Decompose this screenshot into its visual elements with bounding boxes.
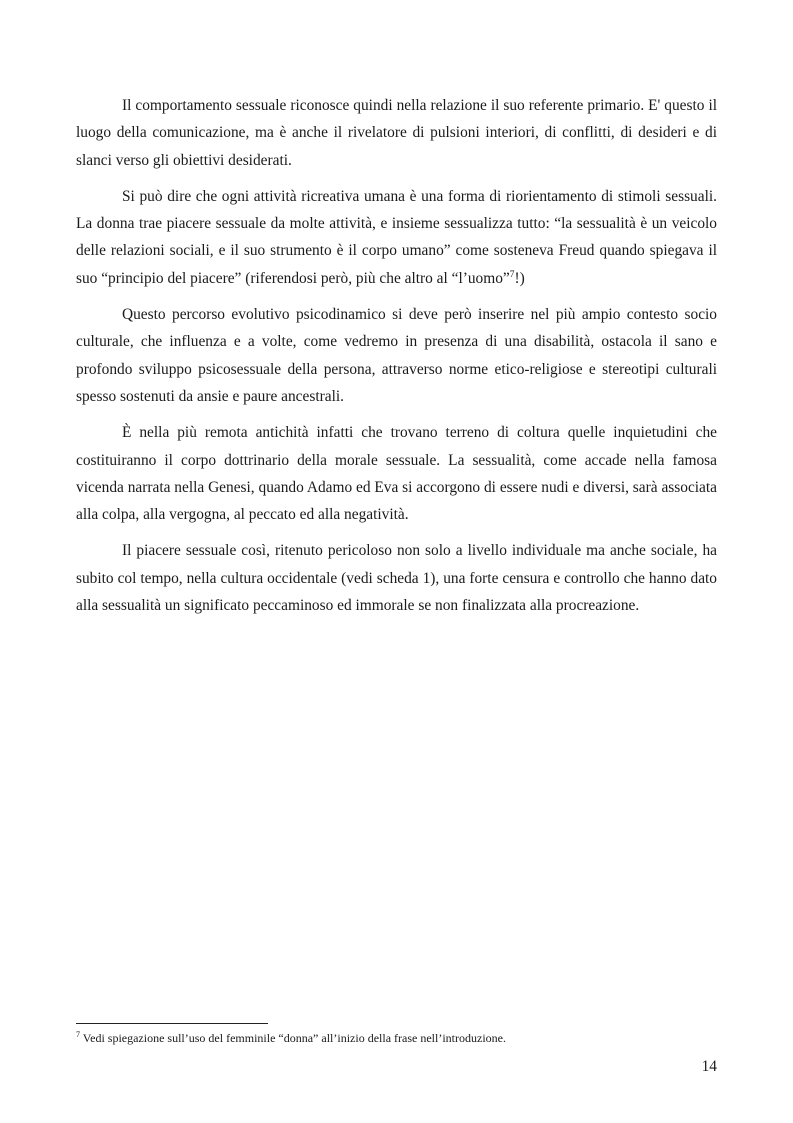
footnote-separator — [76, 1023, 268, 1024]
footnote — [76, 1030, 717, 1046]
paragraph-5: Il piacere sessuale così, ritenuto pericoloso non solo a livello individuale ma anche sociale, ha subito col tempo, nella cultura occidentale (vedi scheda 1), una forte censura e controllo che hanno dato alla sessualità un significato peccaminoso ed immorale se non finalizzata alla procreazione. — [76, 542, 717, 615]
paragraph-1: Il comportamento sessuale riconosce quindi nella relazione il suo referente primario. E' questo il luogo della comunicazione, ma è anche il rivelatore di pulsioni interiori, di conflitti, di desideri e di slanci verso gli obiettivi desiderati. — [76, 97, 717, 169]
paragraph-2-text: Si può dire che ogni attività ricreativa umana è una forma di riorientamento di stimoli sessuali. La donna trae piacere sessuale da molte attività, e insieme sessualizza tutto: “la sessualità è un veicolo delle relazioni sociali, e il suo strumento è il corpo umano” come sosteneva Freud quando spiegava il suo “principio del piacere” (riferendosi però, più che altro al “l’uomo” — [76, 187, 717, 287]
paragraph-4: È nella più remota antichità infatti che trovano terreno di coltura quelle inquietudini che costituiranno il corpo dottrinario della morale sessuale. La sessualità, come accade nella famosa vicenda narrata nella Genesi, quando Adamo ed Eva si accorgono di essere nudi e diversi, sarà associata alla colpa, alla vergogna, al peccato ed alla negatività. — [76, 424, 717, 524]
body-text — [76, 92, 717, 628]
paragraph-2-tail: !) — [514, 269, 525, 287]
footnote-number: 7 — [76, 1030, 80, 1039]
paragraph-3: Questo percorso evolutivo psicodinamico si deve però inserire nel più ampio contesto socio culturale, che influenza e a volte, come vedremo in presenza di una disabilità, ostacola il sano e profondo sviluppo psicosessuale della persona, attraverso norme etico-religiose e stereotipi culturali spesso sostenuti da ansie e paure ancestrali. — [76, 306, 717, 405]
page-number: 14 — [701, 1058, 717, 1075]
footnote-reference[interactable]: 7 — [509, 269, 515, 280]
paragraph-2 — [76, 183, 717, 292]
footnote-text: Vedi spiegazione sull’uso del femminile “donna” all’inizio della frase nell’introduzione. — [80, 1031, 506, 1045]
